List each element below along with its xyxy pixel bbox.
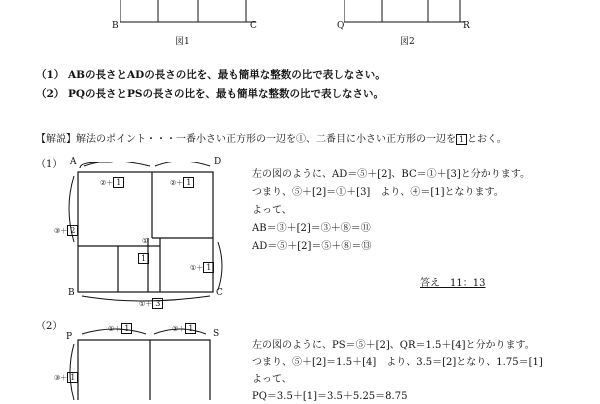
figure-1 [120,0,260,24]
part1-line-2: つまり、⑤＋[2]＝①＋[3] より、④＝[1]となります。 [252,187,504,198]
fig2-label-r: R [463,21,470,31]
part1-label-right-box: 1 [203,262,214,273]
part1-label-left [54,225,78,236]
figure-1-drawing [120,0,260,24]
part1-line-4: AB＝③＋[2]＝③＋⑧＝⑪ [252,223,371,234]
part1-line-3: よって、 [252,205,292,216]
part1-line-5: AD＝⑤＋[2]＝⑤＋⑧＝⑬ [252,241,372,252]
part2-line-1: 左の図のように、PS＝⑤＋[2]、QR＝1.5＋[4]と分かります。 [252,340,535,351]
explanation-tail: とおく。 [467,134,507,145]
part1-label-left-text: ③＋ [54,227,68,235]
part1-label-top-right-text: ②＋ [170,179,184,187]
part2-diagram-svg [60,322,230,400]
part1-label-center-box: 1 [138,253,149,264]
part2-label-left-text: ③＋ [54,374,68,382]
question-1: （1） ABの長さとADの長さの比を、最も簡単な整数の比で表しなさい。 [36,69,386,81]
part1-label-top-right-box: 1 [183,177,194,188]
part1-corner-b: B [68,288,75,298]
part2-line-4: PQ＝3.5＋[1]＝3.5＋5.25＝8.75 [252,391,408,402]
part1-label-top-left-box: 1 [113,177,124,188]
part2-corner-s: S [213,329,220,339]
part1-corner-a: A [70,157,77,167]
part1-label-right-text: ①＋ [190,264,204,272]
part1-diagram [60,162,230,310]
part2-label-top-left-text: ①＋ [108,325,122,333]
part2-label-top-right [172,323,196,334]
figure-2-drawing [344,0,474,24]
part1-line-1: 左の図のように、AD＝⑤＋[2]、BC＝①＋[3]と分かります。 [252,169,530,180]
explanation-box-number: 1 [456,134,467,145]
part1-label-center-box-wrap [138,253,149,264]
part1-corner-d: D [214,157,222,167]
part2-label-top-right-text: ②＋ [172,325,186,333]
part2-diagram [60,322,230,400]
fig1-label-c: C [250,21,257,31]
part1-label-top-left-text: ②＋ [100,179,114,187]
part1-answer: 答え 11：13 [420,278,486,289]
fig2-label-q: Q [337,21,345,31]
part2-label-top-right-box: 1 [185,323,196,334]
explanation-intro [36,134,507,145]
part2-label-top-left-box: 1 [121,323,132,334]
part1-diagram-svg [60,162,230,310]
part2-line-3: よって、 [252,374,292,385]
part1-label-right [190,262,214,273]
fig2-caption: 図2 [400,37,415,47]
fig1-label-b: B [112,21,119,31]
part1-label-left-box: 2 [67,225,78,236]
question-2: （2） PQの長さとPSの長さの比を、最も簡単な整数の比で表しなさい。 [36,88,384,100]
part2-label-left [54,372,78,383]
part2-line-2: つまり、⑤＋[2]＝1.5＋[4] より、3.5＝[2]となり、1.75＝[1] [252,357,543,368]
part1-corner-c: C [216,288,223,298]
part1-label-top-left [100,177,124,188]
part1-number: （1） [36,159,63,170]
fig1-caption: 図1 [175,37,190,47]
part1-label-bottom-box: 3 [152,298,163,309]
part2-label-top-left [108,323,132,334]
part1-label-bottom-text: ①＋ [139,300,153,308]
part2-number: （2） [36,321,63,332]
part1-label-top-right [170,177,194,188]
explanation-intro-text: 【解説】解法のポイント・・・一番小さい正方形の一辺を①、二番目に小さい正方形の一辺を [36,134,456,145]
part2-corner-p: P [66,332,73,342]
figure-2 [344,0,474,24]
part2-label-left-box: 1 [67,372,78,383]
part1-label-bottom [139,298,163,309]
part1-label-center-circle: ① [142,237,149,245]
